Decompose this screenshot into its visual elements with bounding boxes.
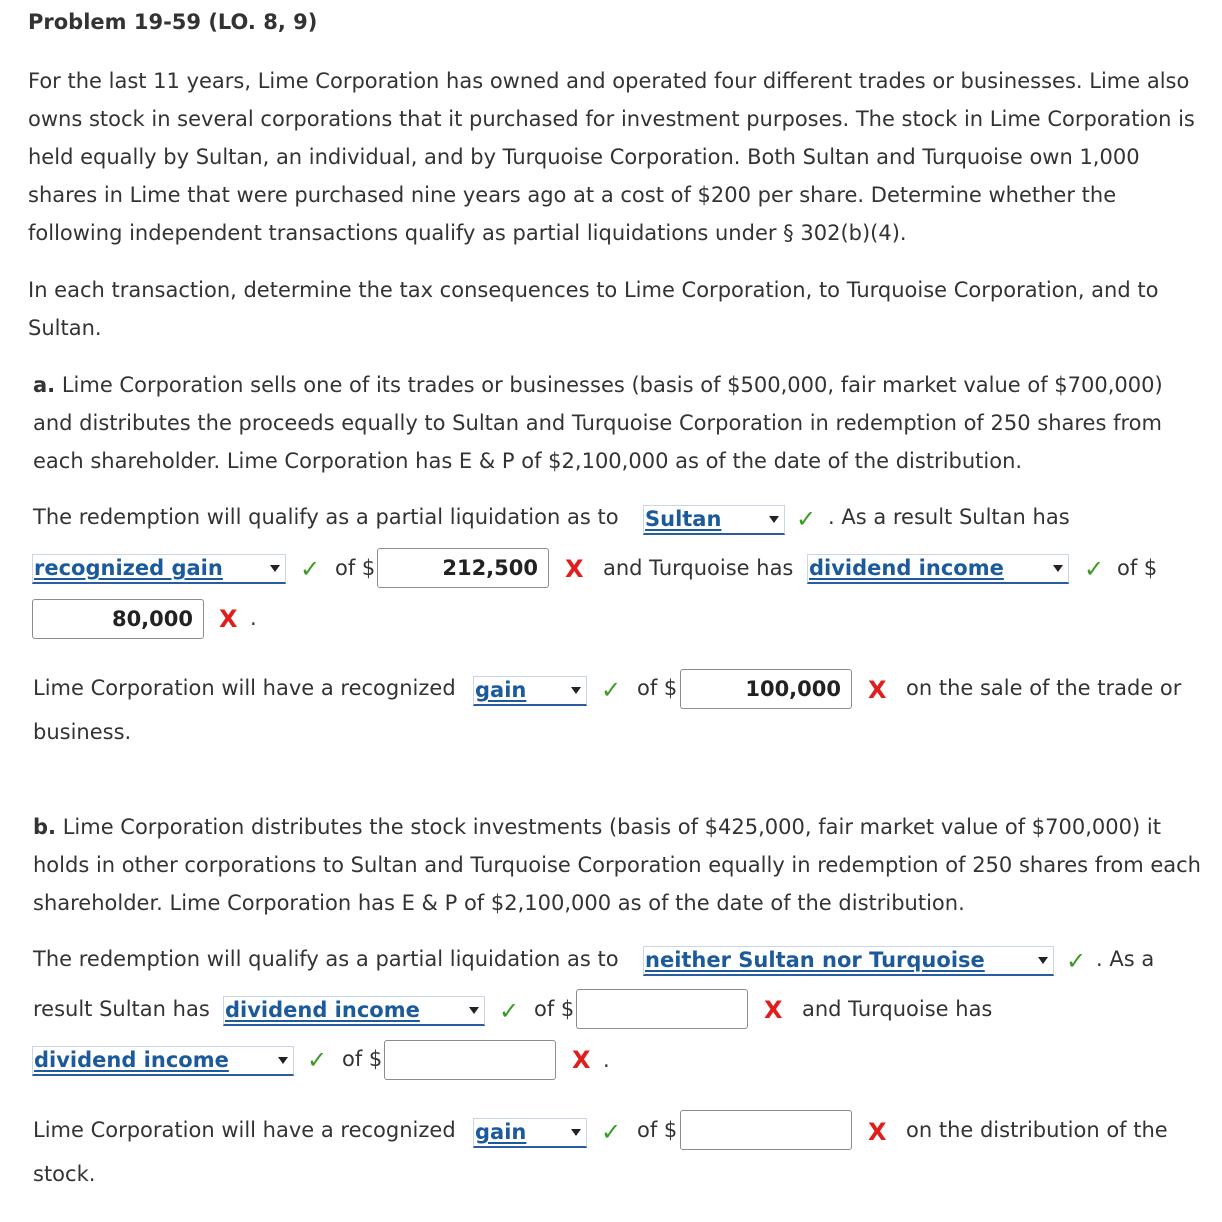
part-a-text: Lime Corporation sells one of its trades or businesses (basis of $500,000, fair market value of $700,000) and distributes the proceeds equally to Sultan and Turquoise Corporation in redemption of 250 shares from each shareholder. Lime Corporation has E & P of $2,100,000 as of the date of the distribution. (33, 373, 1163, 473)
b-of-dollar-2: of $ (342, 1047, 383, 1071)
check-icon: ✓ (307, 1046, 328, 1074)
chevron-down-icon (571, 687, 581, 694)
cross-icon: X (868, 1118, 887, 1146)
a-sultan-result-select[interactable] (32, 554, 286, 584)
chevron-down-icon (571, 1129, 581, 1136)
problem-title: Problem 19-59 (LO. 8, 9) (28, 10, 318, 34)
chevron-down-icon (1038, 957, 1048, 964)
a-turquoise-result-value: dividend income (809, 556, 1004, 580)
b-qualify-text: The redemption will qualify as a partial liquidation as to (33, 947, 619, 971)
b-partial-liquidation-value: neither Sultan nor Turquoise (645, 948, 985, 972)
b-lime-amount-input[interactable] (680, 1110, 852, 1150)
b-of-dollar-1: of $ (534, 997, 575, 1021)
b-lime-recognized-text: Lime Corporation will have a recognized (33, 1118, 456, 1142)
part-b-question (33, 808, 1203, 922)
b-of-dollar-3: of $ (637, 1118, 678, 1142)
b-lime-tail-2: stock. (33, 1162, 96, 1186)
b-period: . (603, 1048, 610, 1072)
check-icon: ✓ (601, 676, 622, 704)
a-partial-liquidation-value: Sultan (645, 507, 722, 531)
a-lime-select[interactable] (473, 676, 587, 706)
part-a-letter: a. (33, 373, 56, 397)
check-icon: ✓ (1084, 555, 1105, 583)
a-lime-tail-2: business. (33, 720, 132, 744)
a-partial-liquidation-select[interactable] (643, 505, 785, 535)
check-icon: ✓ (499, 997, 520, 1025)
check-icon: ✓ (601, 1118, 622, 1146)
a-of-dollar-3: of $ (637, 676, 678, 700)
chevron-down-icon (278, 1057, 288, 1064)
part-b-text: Lime Corporation distributes the stock investments (basis of $425,000, fair market value of $700,000) it holds in other corporations to Sultan and Turquoise Corporation equally in redemption of 250 shares from each shareholder. Lime Corporation has E & P of $2,100,000 as of the date of the distribution. (33, 815, 1201, 915)
b-turquoise-amount-input[interactable] (384, 1040, 556, 1080)
part-b-letter: b. (33, 815, 57, 839)
b-lime-select-value: gain (475, 1120, 527, 1144)
chevron-down-icon (270, 565, 280, 572)
a-of-dollar-2: of $ (1117, 556, 1158, 580)
a-and-turquoise-text: and Turquoise has (603, 556, 794, 580)
a-sultan-result-value: recognized gain (34, 556, 223, 580)
a-period: . (250, 606, 257, 630)
check-icon: ✓ (796, 505, 817, 533)
b-and-turquoise-text: and Turquoise has (802, 997, 993, 1021)
b-turquoise-result-select[interactable] (32, 1046, 294, 1076)
a-lime-tail: on the sale of the trade or (906, 676, 1182, 700)
a-of-dollar-1: of $ (335, 556, 376, 580)
b-lime-select[interactable] (473, 1118, 587, 1148)
cross-icon: X (565, 555, 584, 583)
cross-icon: X (219, 605, 238, 633)
b-partial-liquidation-select[interactable] (643, 946, 1054, 976)
b-turquoise-result-value: dividend income (34, 1048, 229, 1072)
b-as-a-text: . As a (1096, 947, 1155, 971)
a-sultan-amount-input[interactable]: 212,500 (377, 548, 549, 588)
cross-icon: X (572, 1046, 591, 1074)
chevron-down-icon (1053, 565, 1063, 572)
a-turquoise-result-select[interactable] (807, 554, 1069, 584)
a-qualify-text: The redemption will qualify as a partial liquidation as to (33, 505, 619, 529)
a-turquoise-amount-input[interactable]: 80,000 (32, 599, 204, 639)
cross-icon: X (868, 676, 887, 704)
intro-paragraph: For the last 11 years, Lime Corporation has owned and operated four different trades or businesses. Lime also owns stock in several corporations that it purchased for investment purposes. The stock in Lime Corporation is held equally by Sultan, an individual, and by Turquoise Corporation. Both Sultan and Turquoise own 1,000 shares in Lime that were purchased nine years ago at a cost of $200 per share. Determine whether the following independent transactions qualify as partial liquidations under § 302(b)(4). (28, 69, 1195, 245)
cross-icon: X (764, 996, 783, 1024)
b-result-sultan-text: result Sultan has (33, 997, 210, 1021)
chevron-down-icon (769, 516, 779, 523)
b-sultan-result-value: dividend income (225, 998, 420, 1022)
a-lime-select-value: gain (475, 678, 527, 702)
chevron-down-icon (469, 1007, 479, 1014)
a-lime-recognized-text: Lime Corporation will have a recognized (33, 676, 456, 700)
instruction-paragraph: In each transaction, determine the tax consequences to Lime Corporation, to Turquoise Corporation, and to Sultan. (28, 278, 1159, 340)
b-sultan-amount-input[interactable] (576, 989, 748, 1029)
check-icon: ✓ (1066, 947, 1087, 975)
part-a-question (33, 366, 1203, 480)
a-as-result-text: . As a result Sultan has (828, 505, 1070, 529)
b-lime-tail: on the distribution of the (906, 1118, 1168, 1142)
check-icon: ✓ (300, 555, 321, 583)
b-sultan-result-select[interactable] (223, 996, 485, 1026)
a-lime-amount-input[interactable]: 100,000 (680, 669, 852, 709)
